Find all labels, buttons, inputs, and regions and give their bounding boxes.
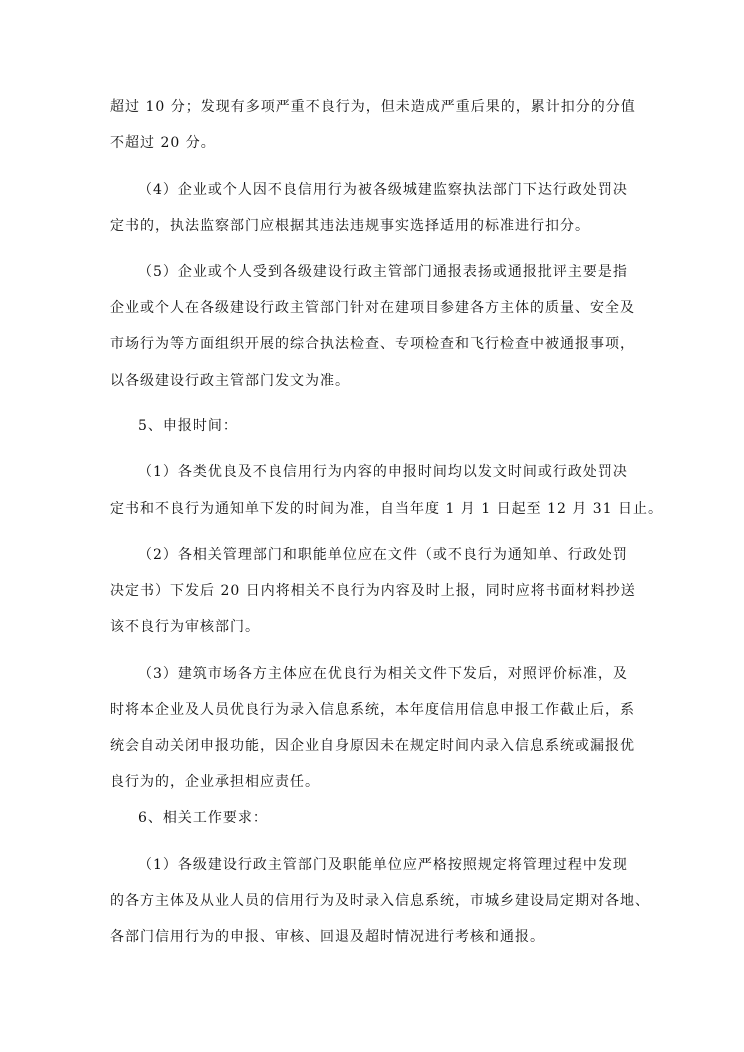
text-line: 统会自动关闭申报功能，因企业自身原因未在规定时间内录入信息系统或漏报优: [110, 738, 635, 754]
text-line: （4）企业或个人因不良信用行为被各级城建监察执法部门下达行政处罚决: [138, 182, 628, 198]
text-line: 时将本企业及人员优良行为录入信息系统，本年度信用信息申报工作截止后，系: [110, 702, 635, 718]
text-line: 决定书）下发后 20 日内将相关不良行为内容及时上报，同时应将书面材料抄送: [110, 583, 636, 599]
text-line: 良行为的，企业承担相应责任。: [110, 774, 320, 790]
text-line: （3）建筑市场各方主体应在优良行为相关文件下发后，对照评价标准，及: [138, 666, 628, 682]
text-line: （1）各类优良及不良信用行为内容的申报时间均以发文时间或行政处罚决: [138, 464, 628, 480]
text-line: 超过 10 分；发现有多项严重不良行为，但未造成严重后果的，累计扣分的分值: [110, 99, 636, 115]
text-line: 企业或个人在各级建设行政主管部门针对在建项目参建各方主体的质量、安全及: [110, 300, 635, 316]
text-line: 该不良行为审核部门。: [110, 619, 260, 635]
section-heading: 6、相关工作要求：: [138, 810, 268, 826]
text-line: 定书的，执法监察部门应根据其违法违规事实选择适用的标准进行扣分。: [110, 218, 590, 234]
text-line: （2）各相关管理部门和职能单位应在文件（或不良行为通知单、行政处罚: [138, 547, 628, 563]
text-line: 市场行为等方面组织开展的综合执法检查、专项检查和飞行检查中被通报事项，: [110, 336, 635, 352]
text-line: 以各级建设行政主管部门发文为准。: [110, 373, 350, 389]
section-heading: 5、申报时间：: [138, 418, 238, 434]
text-line: 不超过 20 分。: [110, 135, 216, 151]
text-line: 各部门信用行为的申报、审核、回退及超时情况进行考核和通报。: [110, 929, 545, 945]
text-line: 的各方主体及从业人员的信用行为及时录入信息系统，市城乡建设局定期对各地、: [110, 893, 650, 909]
text-line: （5）企业或个人受到各级建设行政主管部门通报表扬或通报批评主要是指: [138, 264, 628, 280]
text-line: （1）各级建设行政主管部门及职能单位应严格按照规定将管理过程中发现: [138, 857, 628, 873]
text-line: 定书和不良行为通知单下发的时间为准，自当年度 1 月 1 日起至 12 月 31 日止。: [110, 501, 664, 517]
